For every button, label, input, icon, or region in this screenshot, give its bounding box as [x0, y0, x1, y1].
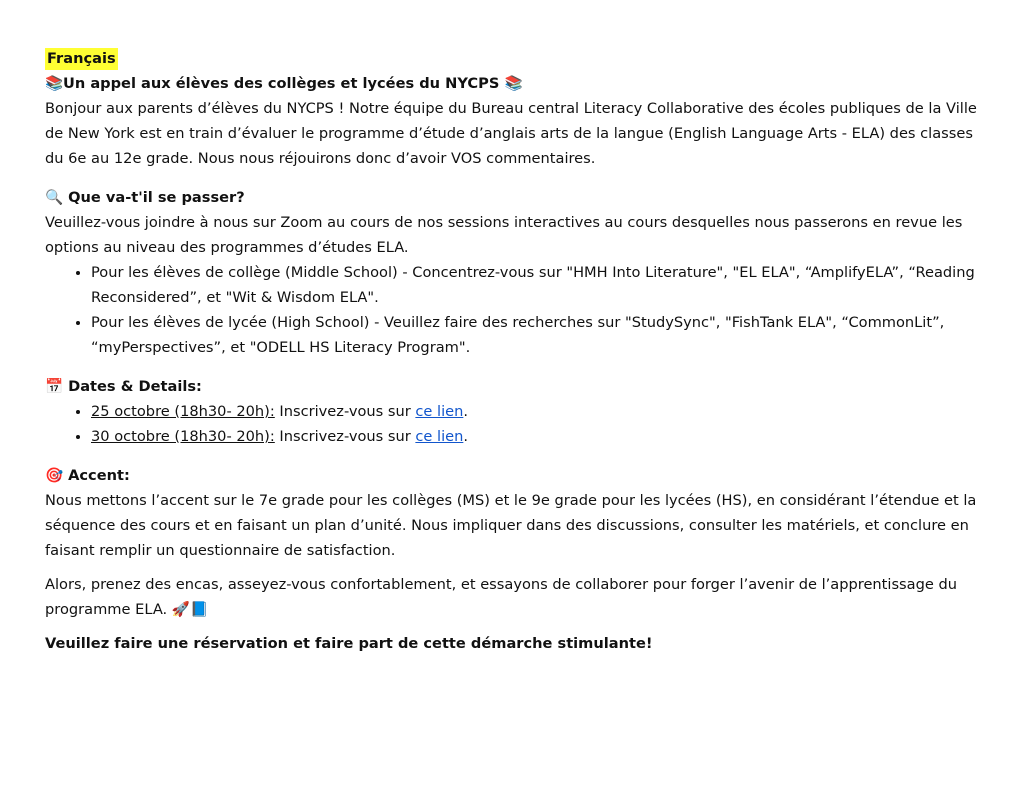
list-item: [91, 399, 985, 424]
section-dates-list: [45, 399, 985, 449]
target-icon: 🎯: [45, 467, 64, 484]
rocket-book-icons: 🚀📘: [171, 601, 209, 618]
calendar-icon: 📅: [45, 378, 64, 395]
closing-text: Alors, prenez des encas, asseyez-vous confortablement, et essayons de collaborer pour forger l’avenir de l’apprentissage du programme ELA.: [45, 576, 958, 618]
section-dates-heading-text: Dates & Details:: [68, 378, 202, 395]
section-what-heading: [45, 185, 985, 210]
section-dates-heading: [45, 374, 985, 399]
document-title: [45, 71, 985, 96]
section-accent-body: Nous mettons l’accent sur le 7e grade pour les collèges (MS) et le 9e grade pour les lycées (HS), en considérant l’étendue et la séquence des cours et en faisant un plan d’unité. Nous impliquer dans des discussions, consulter les matériels, et conclure en faisant remplir un questionnaire de satisfaction.: [45, 492, 977, 559]
books-icon: 📚: [45, 75, 64, 92]
registration-link[interactable]: ce lien: [415, 403, 464, 420]
section-accent-heading-text: Accent:: [68, 467, 130, 484]
section-what-list: [45, 260, 985, 360]
list-item: • Pour les élèves de lycée (High School) - Veuillez faire des recherches sur "StudySync", "FishTank ELA", “CommonLit”, “myPerspectives”, et "ODELL HS Literacy Program".: [91, 310, 985, 360]
magnifier-icon: 🔍: [45, 189, 64, 206]
list-item: • Pour les élèves de collège (Middle School) - Concentrez-vous sur "HMH Into Literature", "EL ELA", “AmplifyELA”, “Reading Reconsidered”, et "Wit & Wisdom ELA".: [91, 260, 985, 310]
section-what-body: Veuillez-vous joindre à nous sur Zoom au cours de nos sessions interactives au cours desquelles nous passerons en revue les options au niveau des programmes d’études ELA.: [45, 214, 963, 256]
session-end: .: [463, 403, 468, 420]
session-text: Inscrivez-vous sur: [274, 428, 416, 445]
closing-paragraph: [45, 572, 985, 622]
books-icon: 📚: [504, 75, 523, 92]
list-item: [91, 424, 985, 449]
intro-paragraph: Bonjour aux parents d’élèves du NYCPS ! Notre équipe du Bureau central Literacy Collaborative des écoles publiques de la Ville de New York est en train d’évaluer le programme d’étude d’anglais arts de la langue (English Language Arts - ELA) des classes du 6e au 12e grade. Nous nous réjouirons donc d’avoir VOS commentaires.: [45, 100, 977, 167]
section-accent-heading: [45, 463, 985, 488]
call-to-action: Veuillez faire une réservation et faire part de cette démarche stimulante!: [45, 635, 653, 652]
registration-link[interactable]: ce lien: [415, 428, 464, 445]
language-tag-label: Français: [45, 48, 118, 70]
document-page: [45, 46, 985, 656]
session-date: 30 octobre (18h30- 20h):: [91, 428, 275, 445]
language-tag: [45, 46, 985, 71]
session-date: 25 octobre (18h30- 20h):: [91, 403, 275, 420]
document-title-text: Un appel aux élèves des collèges et lycées du NYCPS: [63, 75, 500, 92]
section-what-heading-text: Que va-t'il se passer?: [68, 189, 245, 206]
session-end: .: [463, 428, 468, 445]
session-text: Inscrivez-vous sur: [274, 403, 416, 420]
